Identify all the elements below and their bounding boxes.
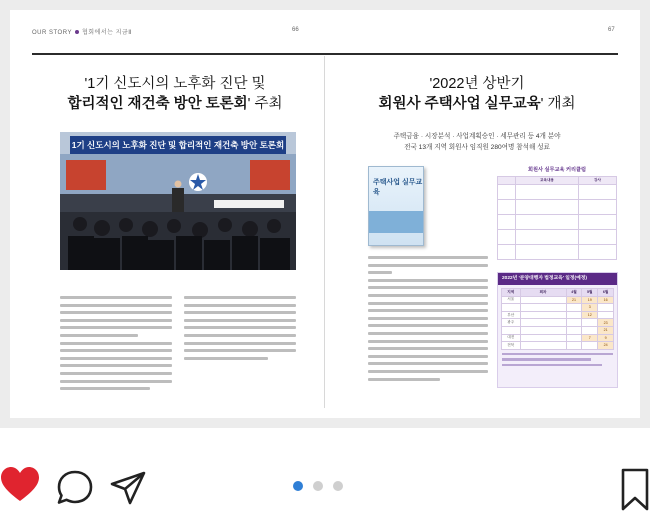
- schedule-box: [497, 272, 618, 388]
- textbook-cover: [368, 166, 424, 246]
- heart-icon: [0, 466, 40, 506]
- left-article-body-col2: [184, 296, 296, 364]
- table-row: 대전 7 9: [502, 334, 614, 342]
- share-icon: [108, 469, 148, 507]
- carousel-dot[interactable]: [333, 481, 343, 491]
- bullet-icon: [75, 30, 79, 34]
- post-action-bar: [0, 428, 650, 517]
- carousel-indicator: [293, 481, 357, 493]
- save-button[interactable]: [620, 468, 650, 512]
- page-number-left: 66: [292, 27, 299, 33]
- top-rule: [32, 53, 618, 55]
- magazine-spread: [10, 10, 640, 418]
- comment-button[interactable]: [54, 469, 94, 507]
- table-row: 광주 23: [502, 319, 614, 327]
- section-label: OUR STORY 협회에서는 지금Ⅱ: [32, 30, 132, 36]
- curriculum-box: [497, 166, 617, 262]
- schedule-title: 2022년 '분양대행자 법정교육' 일정(예정): [498, 273, 617, 285]
- gutter-divider: [324, 56, 325, 408]
- carousel-dot-active[interactable]: [293, 481, 303, 491]
- page-number-right: 67: [608, 27, 615, 33]
- table-row: 부산 12: [502, 311, 614, 319]
- right-article-subtitle: 주택금융 · 시장분석 · 사업계획승인 · 세무관리 등 4개 분야 전국 13개 지역 회원사 임직원 280여명 참석해 성료: [393, 133, 561, 151]
- comment-icon: [54, 469, 94, 507]
- running-head: [32, 24, 618, 38]
- forum-photo: [60, 132, 296, 270]
- curriculum-title: 회원사 실무교육 커리큘럼: [527, 167, 586, 173]
- table-row: 서울 21 19 16: [502, 296, 614, 304]
- left-article-title: '1기 신도시의 노후화 진단 및 합리적인 재건축 방안 토론회' 주최: [67, 76, 283, 112]
- textbook-band: [369, 211, 423, 233]
- bookmark-icon: [620, 468, 650, 512]
- curriculum-table: 교육내용 강사: [497, 176, 617, 260]
- schedule-notes: [502, 353, 613, 367]
- carousel-dot[interactable]: [313, 481, 323, 491]
- forum-photo-illustration: [60, 132, 296, 270]
- table-row: 3: [502, 304, 614, 312]
- like-button[interactable]: [0, 466, 40, 506]
- table-row: 전북 24: [502, 342, 614, 350]
- textbook-title: 주택사업 실무교육: [373, 179, 423, 196]
- left-article-body-col1: [60, 296, 172, 395]
- right-article-title: '2022년 상반기 회원사 주택사업 실무교육' 개최: [378, 76, 576, 112]
- photo-banner-text: 1기 신도시의 노후화 진단 및 합리적인 재건축 방안 토론회: [71, 140, 285, 150]
- table-row: 21: [502, 326, 614, 334]
- right-article-body: [368, 256, 488, 385]
- share-button[interactable]: [108, 469, 148, 507]
- schedule-table: 지역 회차 4월 5월 6월 서울 21 19 16 3 부산 12 광주 23 21 대전 7 9 전북 24: [501, 288, 614, 350]
